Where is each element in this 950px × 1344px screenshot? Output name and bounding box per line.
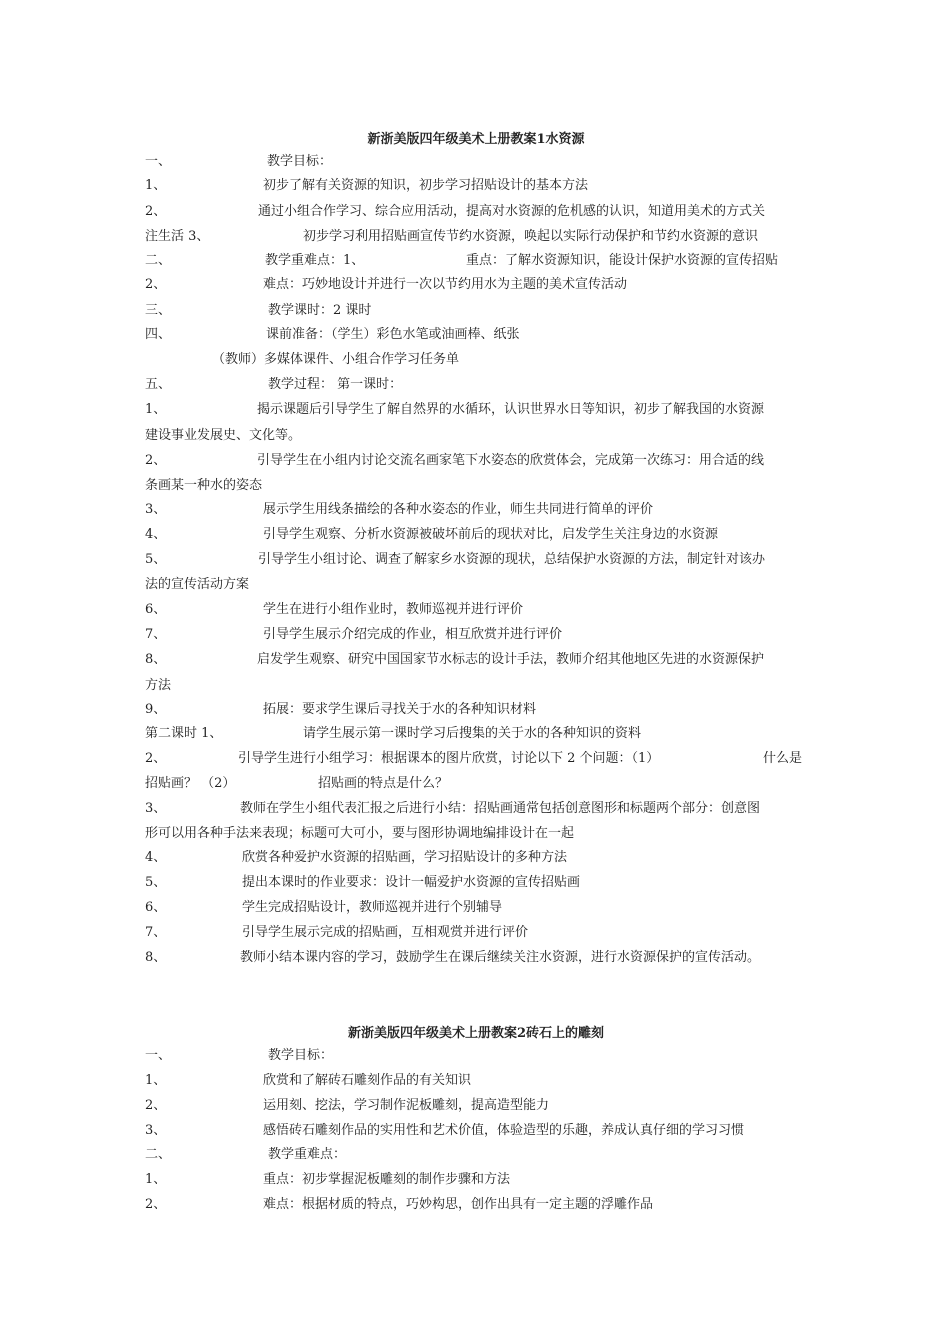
line-text: 学生完成招贴设计，教师巡视并进行个别辅导 xyxy=(242,900,503,915)
text-line xyxy=(145,824,807,844)
line-number: 二、 xyxy=(145,253,172,268)
line-text: 启发学生观察、研究中国国家节水标志的设计手法，教师介绍其他地区先进的水资源保护 xyxy=(257,652,765,667)
line-text: 引导学生小组讨论、调查了解家乡水资源的现状，总结保护水资源的方法，制定针对该办 xyxy=(258,552,766,567)
text-line xyxy=(145,325,807,345)
text-line xyxy=(145,724,807,744)
text-line xyxy=(145,1046,807,1066)
text-line xyxy=(145,650,807,670)
text-line xyxy=(145,451,807,471)
text-line xyxy=(145,152,807,172)
line-text: 教师在学生小组代表汇报之后进行小结：招贴画通常包括创意图形和标题两个部分：创意图 xyxy=(240,801,761,816)
line-number: 3、 xyxy=(145,1123,167,1138)
text-line xyxy=(145,476,807,496)
line-number: 注生活 3、 xyxy=(145,229,210,244)
line-number: 招贴画？ （2） xyxy=(145,776,236,791)
line-text: 教学目标： xyxy=(268,1048,334,1063)
text-line xyxy=(145,275,807,295)
line-number: 四、 xyxy=(145,327,172,342)
line-number: 五、 xyxy=(145,377,172,392)
line-number: 1、 xyxy=(145,1172,167,1187)
line-text: 展示学生用线条描绘的各种水姿态的作业，师生共同进行简单的评价 xyxy=(263,502,654,517)
line-text: 欣赏各种爱护水资源的招贴画，学习招贴设计的多种方法 xyxy=(242,850,568,865)
line-text: 初步了解有关资源的知识，初步学习招贴设计的基本方法 xyxy=(263,178,589,193)
text-line xyxy=(145,1071,807,1091)
text-line xyxy=(145,350,807,370)
line-number: 5、 xyxy=(145,875,167,890)
line-number: 1、 xyxy=(145,178,167,193)
line-number: 5、 xyxy=(145,552,167,567)
line-number: 3、 xyxy=(145,502,167,517)
line-number: 2、 xyxy=(145,453,167,468)
line-number: 第二课时 1、 xyxy=(145,726,223,741)
line-number: 2、 xyxy=(145,1197,167,1212)
line-number: 三、 xyxy=(145,303,172,318)
line-text: 课前准备：（学生）彩色水笔或油画棒、纸张 xyxy=(266,327,520,342)
line-text: 拓展：要求学生课后寻找关于水的各种知识材料 xyxy=(263,702,537,717)
line-text: 学生在进行小组作业时，教师巡视并进行评价 xyxy=(263,602,524,617)
lesson-title-1: 新浙美版四年级美术上册教案1水资源 xyxy=(367,132,585,147)
line-number: 6、 xyxy=(145,602,167,617)
line-text: 方法 xyxy=(145,678,172,693)
text-line xyxy=(145,375,807,395)
text-line xyxy=(145,774,807,794)
text-line xyxy=(145,676,807,696)
text-line xyxy=(145,400,807,420)
text-line xyxy=(145,575,807,595)
text-line xyxy=(145,525,807,545)
line-number: 一、 xyxy=(145,154,172,169)
line-text: 通过小组合作学习、综合应用活动，提高对水资源的危机感的认识，知道用美术的方式关 xyxy=(258,204,766,219)
line-text: 教学重难点： xyxy=(268,1147,347,1162)
text-line xyxy=(145,625,807,645)
line-number: 7、 xyxy=(145,627,167,642)
line-text: 初步学习利用招贴画宣传节约水资源，唤起以实际行动保护和节约水资源的意识 xyxy=(303,229,759,244)
text-line xyxy=(145,873,807,893)
text-line xyxy=(145,799,807,819)
text-line xyxy=(145,700,807,720)
text-line xyxy=(145,301,807,321)
line-text-continued: 重点：了解水资源知识，能设计保护水资源的宣传招贴 xyxy=(466,253,779,268)
line-text: 引导学生展示介绍完成的作业，相互欣赏并进行评价 xyxy=(263,627,563,642)
text-line xyxy=(145,1145,807,1165)
line-text: 条画某一种水的姿态 xyxy=(145,478,263,493)
line-text: 法的宣传活动方案 xyxy=(145,577,250,592)
line-text: 请学生展示第一课时学习后搜集的关于水的各种知识的资料 xyxy=(303,726,642,741)
line-number: 7、 xyxy=(145,925,167,940)
line-text: 引导学生观察、分析水资源被破坏前后的现状对比，启发学生关注身边的水资源 xyxy=(263,527,719,542)
text-line xyxy=(145,550,807,570)
text-line xyxy=(145,426,807,446)
line-number: 4、 xyxy=(145,850,167,865)
line-text: 欣赏和了解砖石雕刻作品的有关知识 xyxy=(263,1073,472,1088)
line-number: 2、 xyxy=(145,204,167,219)
line-text: 揭示课题后引导学生了解自然界的水循环，认识世界水日等知识，初步了解我国的水资源 xyxy=(257,402,765,417)
line-number: 9、 xyxy=(145,702,167,717)
line-number: 8、 xyxy=(145,652,167,667)
line-number: 8、 xyxy=(145,950,167,965)
line-text: 感悟砖石雕刻作品的实用性和艺术价值，体验造型的乐趣，养成认真仔细的学习习惯 xyxy=(263,1123,745,1138)
line-text-continued: 什么是 xyxy=(763,751,803,766)
lesson-title-2: 新浙美版四年级美术上册教案2砖石上的雕刻 xyxy=(347,1026,605,1041)
line-text: 建设事业发展史、文化等。 xyxy=(145,428,302,443)
text-line xyxy=(145,251,807,271)
line-text: 引导学生在小组内讨论交流名画家笔下水姿态的欣赏体会，完成第一次练习：用合适的线 xyxy=(257,453,765,468)
text-line xyxy=(145,898,807,918)
text-line xyxy=(145,848,807,868)
text-line xyxy=(145,227,807,247)
line-text: 引导学生进行小组学习：根据课本的图片欣赏，讨论以下 2 个问题：（1） xyxy=(238,751,660,766)
line-number: 一、 xyxy=(145,1048,172,1063)
line-number: 1、 xyxy=(145,1073,167,1088)
line-text: 教学课时：2 课时 xyxy=(268,303,372,318)
line-text: 难点：根据材质的特点，巧妙构思，创作出具有一定主题的浮雕作品 xyxy=(263,1197,654,1212)
text-line xyxy=(145,1121,807,1141)
line-number: 2、 xyxy=(145,1098,167,1113)
line-text: 教学目标： xyxy=(267,154,333,169)
line-text: 教师小结本课内容的学习，鼓励学生在课后继续关注水资源，进行水资源保护的宣传活动。 xyxy=(240,950,761,965)
line-text: （教师）多媒体课件、小组合作学习任务单 xyxy=(212,352,460,367)
line-text: 形可以用各种手法来表现；标题可大可小，要与图形协调地编排设计在一起 xyxy=(145,826,575,841)
line-number: 4、 xyxy=(145,527,167,542)
text-line xyxy=(145,1170,807,1190)
line-number: 3、 xyxy=(145,801,167,816)
text-line xyxy=(145,923,807,943)
line-number: 6、 xyxy=(145,900,167,915)
line-text: 提出本课时的作业要求：设计一幅爱护水资源的宣传招贴画 xyxy=(242,875,581,890)
line-number: 二、 xyxy=(145,1147,172,1162)
line-text: 难点：巧妙地设计并进行一次以节约用水为主题的美术宣传活动 xyxy=(263,277,628,292)
text-line xyxy=(145,948,807,968)
line-text: 引导学生展示完成的招贴画，互相观赏并进行评价 xyxy=(242,925,529,940)
text-line xyxy=(145,1096,807,1116)
text-line xyxy=(145,500,807,520)
text-line xyxy=(145,1195,807,1215)
text-line xyxy=(145,600,807,620)
line-number: 2、 xyxy=(145,751,167,766)
text-line xyxy=(145,749,807,769)
line-text: 教学过程： 第一课时： xyxy=(268,377,403,392)
line-number: 1、 xyxy=(145,402,167,417)
line-number: 2、 xyxy=(145,277,167,292)
line-text: 教学重难点：1、 xyxy=(265,253,365,268)
text-line xyxy=(145,202,807,222)
line-text: 重点：初步掌握泥板雕刻的制作步骤和方法 xyxy=(263,1172,511,1187)
line-text: 运用刻、挖法，学习制作泥板雕刻，提高造型能力 xyxy=(263,1098,550,1113)
text-line xyxy=(145,176,807,196)
line-text: 招贴画的特点是什么？ xyxy=(318,776,449,791)
